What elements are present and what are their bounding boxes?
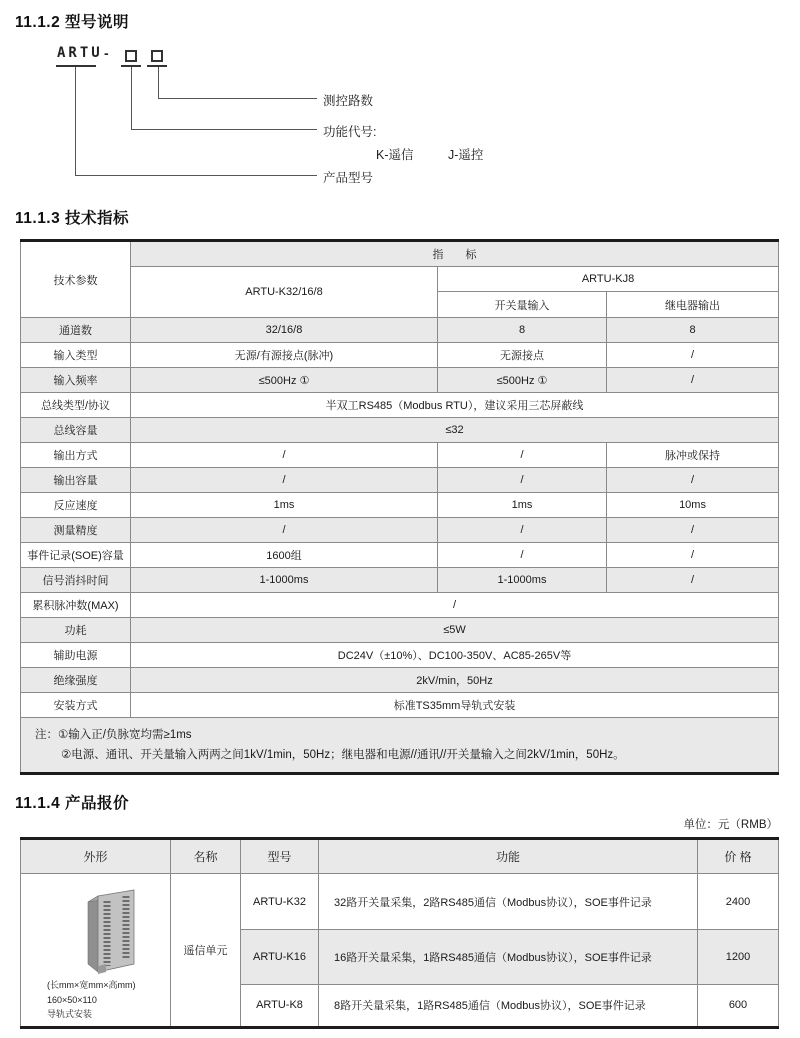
spec-value-do: /	[607, 518, 779, 543]
label-product-model: 产品型号	[323, 171, 374, 185]
leader-line-function-v	[131, 67, 132, 130]
spec-row	[21, 618, 779, 643]
spec-param: 辅助电源	[21, 643, 131, 668]
spec-param: 绝缘强度	[21, 668, 131, 693]
price-header-function: 功能	[319, 839, 698, 874]
spec-row	[21, 493, 779, 518]
price-model: ARTU-K16	[241, 930, 319, 984]
section-title-model: 11.1.2 型号说明	[15, 14, 130, 31]
spec-row	[21, 693, 779, 718]
spec-row	[21, 318, 779, 343]
spec-param: 总线类型/协议	[21, 393, 131, 418]
spec-table	[20, 239, 779, 775]
spec-row	[21, 443, 779, 468]
spec-row	[21, 568, 779, 593]
leader-line-function-h	[131, 129, 317, 130]
spec-value-k32: 1600组	[131, 543, 438, 568]
shape-dim-caption: (长mm×宽mm×高mm)	[47, 980, 136, 990]
product-photo	[76, 882, 146, 974]
spec-header-k32: ARTU-K32/16/8	[131, 267, 438, 318]
label-function-code: 功能代号:	[323, 125, 377, 139]
price-header-price: 价 格	[698, 839, 779, 874]
price-value: 2400	[698, 874, 779, 930]
spec-param: 安装方式	[21, 693, 131, 718]
spec-value-do: 脉冲或保持	[607, 443, 779, 468]
spec-value-di: 无源接点	[438, 343, 607, 368]
price-unit-note: 单位：元（RMB）	[683, 819, 778, 831]
spec-param: 测量精度	[21, 518, 131, 543]
spec-value-k32: 无源/有源接点(脉冲)	[131, 343, 438, 368]
spec-header-di: 开关量输入	[438, 292, 607, 318]
model-dash: -	[104, 45, 109, 61]
spec-value-do: /	[607, 343, 779, 368]
spec-row	[21, 343, 779, 368]
section-title-price: 11.1.4 产品报价	[15, 795, 130, 812]
price-value: 1200	[698, 930, 779, 984]
spec-row	[21, 543, 779, 568]
label-channels: 测控路数	[323, 94, 374, 108]
spec-value-do: 10ms	[607, 493, 779, 518]
spec-param: 输出方式	[21, 443, 131, 468]
price-function: 32路开关量采集，2路RS485通信（Modbus协议），SOE事件记录	[319, 874, 698, 930]
leader-line-product-v	[75, 67, 76, 176]
spec-value-di: 1-1000ms	[438, 568, 607, 593]
label-option-j: J-遥控	[448, 148, 484, 162]
leader-line-channels-v	[158, 67, 159, 99]
price-value: 600	[698, 984, 779, 1027]
spec-note-2: ②电源、通讯、开关量输入两两之间1kV/1min，50Hz；继电器和电源//通讯//开关量输入之间2kV/1min，50Hz。	[61, 749, 625, 761]
model-digit-box-1	[125, 50, 137, 62]
price-table	[20, 837, 779, 1029]
price-model: ARTU-K8	[241, 984, 319, 1027]
spec-value-k32: /	[131, 443, 438, 468]
spec-param: 累积脉冲数(MAX)	[21, 593, 131, 618]
spec-row	[21, 518, 779, 543]
spec-param: 信号消抖时间	[21, 568, 131, 593]
underline-box-2	[147, 65, 167, 67]
spec-header-param: 技术参数	[21, 241, 131, 318]
spec-value-di: 8	[438, 318, 607, 343]
spec-value-k32: 32/16/8	[131, 318, 438, 343]
spec-value-k32: 1-1000ms	[131, 568, 438, 593]
spec-value-di: /	[438, 543, 607, 568]
spec-param: 输入频率	[21, 368, 131, 393]
spec-value-all: ≤5W	[131, 618, 779, 643]
spec-value-all: 2kV/min，50Hz	[131, 668, 779, 693]
spec-row	[21, 393, 779, 418]
underline-prefix	[56, 65, 96, 67]
spec-param: 反应速度	[21, 493, 131, 518]
spec-param: 通道数	[21, 318, 131, 343]
spec-notes	[21, 718, 779, 774]
spec-row	[21, 468, 779, 493]
spec-value-all: /	[131, 593, 779, 618]
product-shape-cell	[21, 874, 171, 1028]
model-prefix-label: ARTU	[57, 45, 103, 61]
spec-value-do: /	[607, 568, 779, 593]
spec-value-all: DC24V（±10%）、DC100-350V、AC85-265V等	[131, 643, 779, 668]
price-header-shape: 外形	[21, 839, 171, 874]
price-header-name: 名称	[171, 839, 241, 874]
spec-value-di: 1ms	[438, 493, 607, 518]
spec-param: 功耗	[21, 618, 131, 643]
label-option-k: K-遥信	[376, 148, 414, 162]
spec-value-do: /	[607, 368, 779, 393]
spec-value-all: 半双工RS485（Modbus RTU），建议采用三芯屏蔽线	[131, 393, 779, 418]
spec-header-indicator: 指 标	[131, 241, 779, 267]
spec-value-di: /	[438, 518, 607, 543]
leader-line-product-h	[75, 175, 317, 176]
spec-header-kj8: ARTU-KJ8	[438, 267, 779, 292]
spec-value-all: 标准TS35mm导轨式安装	[131, 693, 779, 718]
price-function: 8路开关量采集，1路RS485通信（Modbus协议），SOE事件记录	[319, 984, 698, 1027]
shape-mount: 导轨式安装	[47, 1009, 93, 1019]
price-model: ARTU-K32	[241, 874, 319, 930]
spec-value-k32: ≤500Hz ①	[131, 368, 438, 393]
model-designation-diagram	[15, 32, 778, 194]
spec-notes-row	[21, 718, 779, 774]
spec-value-all: ≤32	[131, 418, 779, 443]
spec-value-di: ≤500Hz ①	[438, 368, 607, 393]
price-row	[21, 874, 779, 930]
spec-header-row-1	[21, 241, 779, 267]
spec-row	[21, 368, 779, 393]
spec-row	[21, 668, 779, 693]
spec-param: 事件记录(SOE)容量	[21, 543, 131, 568]
spec-param: 输出容量	[21, 468, 131, 493]
model-digit-box-2	[151, 50, 163, 62]
spec-row	[21, 593, 779, 618]
spec-row	[21, 418, 779, 443]
spec-value-k32: /	[131, 468, 438, 493]
spec-header-row-2	[21, 267, 779, 292]
spec-value-do: /	[607, 543, 779, 568]
spec-value-do: 8	[607, 318, 779, 343]
spec-header-do: 继电器输出	[607, 292, 779, 318]
spec-value-k32: 1ms	[131, 493, 438, 518]
shape-dimensions: 160×50×110	[47, 994, 97, 1005]
spec-value-k32: /	[131, 518, 438, 543]
spec-param: 总线容量	[21, 418, 131, 443]
spec-row	[21, 643, 779, 668]
price-function: 16路开关量采集，1路RS485通信（Modbus协议），SOE事件记录	[319, 930, 698, 984]
spec-note-1: 注：①输入正/负脉宽均需≥1ms	[35, 729, 192, 741]
section-title-spec: 11.1.3 技术指标	[15, 210, 130, 227]
price-header-model: 型号	[241, 839, 319, 874]
spec-param: 输入类型	[21, 343, 131, 368]
spec-value-di: /	[438, 443, 607, 468]
leader-line-channels-h	[158, 98, 317, 99]
price-header-row	[21, 839, 779, 874]
spec-value-di: /	[438, 468, 607, 493]
product-group-name: 遥信单元	[171, 874, 241, 1028]
spec-value-do: /	[607, 468, 779, 493]
